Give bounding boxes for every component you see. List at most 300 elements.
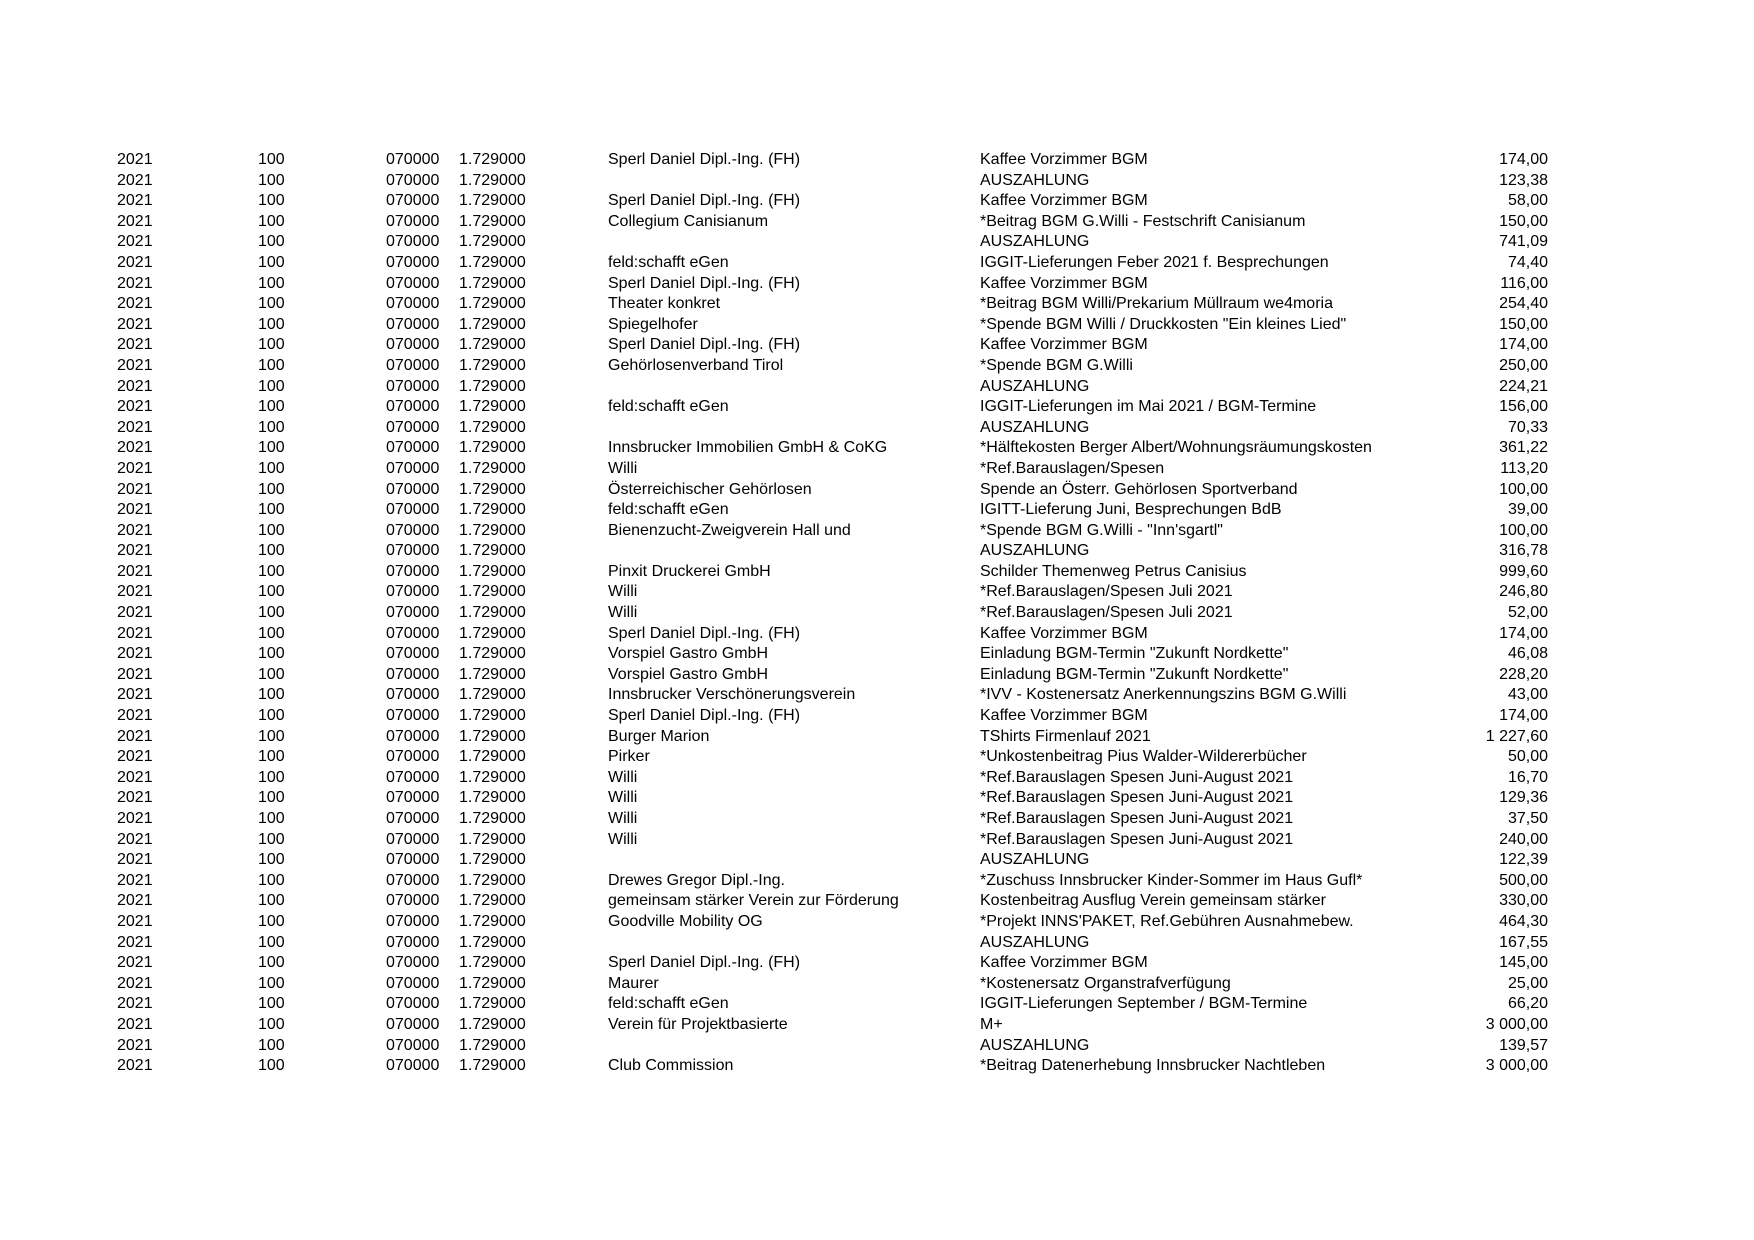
table-row — [0, 253, 1754, 274]
year-cell: 2021 — [117, 1036, 153, 1054]
subaccount-cell: 1.729000 — [459, 912, 526, 930]
subaccount-cell: 1.729000 — [459, 583, 526, 601]
account-cell: 070000 — [386, 356, 440, 374]
amount-cell: 70,33 — [1507, 418, 1548, 436]
recipient-cell: Collegium Canisianum — [608, 212, 769, 230]
subaccount-cell: 1.729000 — [459, 1057, 526, 1075]
account-cell: 070000 — [386, 974, 440, 992]
recipient-cell: Vorspiel Gastro GmbH — [608, 645, 769, 663]
account-cell: 070000 — [386, 501, 440, 519]
subaccount-cell: 1.729000 — [459, 274, 526, 292]
subaccount-cell: 1.729000 — [459, 501, 526, 519]
subaccount-cell: 1.729000 — [459, 171, 526, 189]
account-cell: 070000 — [386, 665, 440, 683]
year-cell: 2021 — [117, 501, 153, 519]
subaccount-cell: 1.729000 — [459, 727, 526, 745]
code-cell: 100 — [258, 459, 285, 477]
amount-cell: 139,57 — [1499, 1036, 1548, 1054]
table-row — [0, 830, 1754, 851]
account-cell: 070000 — [386, 336, 440, 354]
description-cell: Kaffee Vorzimmer BGM — [980, 336, 1148, 354]
description-cell: IGITT-Lieferung Juni, Besprechungen BdB — [980, 501, 1282, 519]
table-row — [0, 150, 1754, 171]
code-cell: 100 — [258, 356, 285, 374]
table-row — [0, 562, 1754, 583]
amount-cell: 246,80 — [1499, 583, 1548, 601]
amount-cell: 122,39 — [1499, 851, 1548, 869]
amount-cell: 240,00 — [1499, 830, 1548, 848]
year-cell: 2021 — [117, 418, 153, 436]
year-cell: 2021 — [117, 356, 153, 374]
subaccount-cell: 1.729000 — [459, 665, 526, 683]
year-cell: 2021 — [117, 707, 153, 725]
year-cell: 2021 — [117, 1057, 153, 1075]
amount-cell: 145,00 — [1499, 954, 1548, 972]
description-cell: Schilder Themenweg Petrus Canisius — [980, 562, 1247, 580]
recipient-cell: Theater konkret — [608, 295, 721, 313]
recipient-cell: Willi — [608, 830, 638, 848]
subaccount-cell: 1.729000 — [459, 933, 526, 951]
account-cell: 070000 — [386, 686, 440, 704]
account-cell: 070000 — [386, 768, 440, 786]
account-cell: 070000 — [386, 377, 440, 395]
table-row — [0, 747, 1754, 768]
amount-cell: 66,20 — [1507, 995, 1548, 1013]
recipient-cell: Drewes Gregor Dipl.-Ing. — [608, 871, 785, 889]
code-cell: 100 — [258, 1036, 285, 1054]
table-row — [0, 603, 1754, 624]
table-row — [0, 912, 1754, 933]
description-cell: Kaffee Vorzimmer BGM — [980, 192, 1148, 210]
amount-cell: 316,78 — [1499, 542, 1548, 560]
year-cell: 2021 — [117, 542, 153, 560]
table-row — [0, 974, 1754, 995]
code-cell: 100 — [258, 315, 285, 333]
amount-cell: 741,09 — [1499, 233, 1548, 251]
code-cell: 100 — [258, 253, 285, 271]
year-cell: 2021 — [117, 645, 153, 663]
account-cell: 070000 — [386, 521, 440, 539]
subaccount-cell: 1.729000 — [459, 295, 526, 313]
description-cell: AUSZAHLUNG — [980, 377, 1090, 395]
code-cell: 100 — [258, 604, 285, 622]
description-cell: *Projekt INNS'PAKET, Ref.Gebühren Ausnahmebew. — [980, 912, 1354, 930]
description-cell: Kaffee Vorzimmer BGM — [980, 954, 1148, 972]
recipient-cell: Pinxit Druckerei GmbH — [608, 562, 771, 580]
table-row — [0, 232, 1754, 253]
recipient-cell: Österreichischer Gehörlosen — [608, 480, 812, 498]
code-cell: 100 — [258, 995, 285, 1013]
subaccount-cell: 1.729000 — [459, 851, 526, 869]
amount-cell: 174,00 — [1499, 624, 1548, 642]
subaccount-cell: 1.729000 — [459, 356, 526, 374]
account-cell: 070000 — [386, 212, 440, 230]
code-cell: 100 — [258, 686, 285, 704]
table-row — [0, 315, 1754, 336]
table-row — [0, 768, 1754, 789]
amount-cell: 74,40 — [1507, 253, 1548, 271]
year-cell: 2021 — [117, 604, 153, 622]
account-cell: 070000 — [386, 583, 440, 601]
amount-cell: 25,00 — [1507, 974, 1548, 992]
code-cell: 100 — [258, 562, 285, 580]
table-row — [0, 871, 1754, 892]
year-cell: 2021 — [117, 624, 153, 642]
subaccount-cell: 1.729000 — [459, 480, 526, 498]
description-cell: AUSZAHLUNG — [980, 933, 1090, 951]
code-cell: 100 — [258, 233, 285, 251]
account-cell: 070000 — [386, 604, 440, 622]
code-cell: 100 — [258, 810, 285, 827]
description-cell: Kaffee Vorzimmer BGM — [980, 624, 1148, 642]
recipient-cell: Sperl Daniel Dipl.-Ing. (FH) — [608, 707, 801, 725]
recipient-cell: Spiegelhofer — [608, 315, 698, 333]
subaccount-cell: 1.729000 — [459, 192, 526, 210]
description-cell: Kostenbeitrag Ausflug Verein gemeinsam stärker — [980, 892, 1326, 910]
recipient-cell: Willi — [608, 583, 638, 601]
table-row — [0, 274, 1754, 295]
table-row — [0, 644, 1754, 665]
account-cell: 070000 — [386, 954, 440, 972]
account-cell: 070000 — [386, 912, 440, 930]
year-cell: 2021 — [117, 665, 153, 683]
table-row — [0, 624, 1754, 645]
code-cell: 100 — [258, 521, 285, 539]
recipient-cell: feld:schafft eGen — [608, 501, 729, 519]
year-cell: 2021 — [117, 171, 153, 189]
amount-cell: 113,20 — [1500, 459, 1548, 477]
description-cell: *Kostenersatz Organstrafverfügung — [980, 974, 1231, 992]
year-cell: 2021 — [117, 521, 153, 539]
table-row — [0, 665, 1754, 686]
account-cell: 070000 — [386, 624, 440, 642]
account-cell: 070000 — [386, 233, 440, 251]
recipient-cell: Club Commission — [608, 1057, 734, 1075]
subaccount-cell: 1.729000 — [459, 439, 526, 457]
description-cell: AUSZAHLUNG — [980, 418, 1090, 436]
table-row — [0, 706, 1754, 727]
subaccount-cell: 1.729000 — [459, 954, 526, 972]
description-cell: *Beitrag Datenerhebung Innsbrucker Nachtleben — [980, 1057, 1326, 1075]
year-cell: 2021 — [117, 933, 153, 951]
table-row — [0, 933, 1754, 954]
table-row — [0, 212, 1754, 233]
account-cell: 070000 — [386, 192, 440, 210]
subaccount-cell: 1.729000 — [459, 830, 526, 848]
amount-cell: 37,50 — [1507, 810, 1548, 827]
code-cell: 100 — [258, 851, 285, 869]
description-cell: *Ref.Barauslagen/Spesen Juli 2021 — [980, 583, 1233, 601]
subaccount-cell: 1.729000 — [459, 418, 526, 436]
description-cell: TShirts Firmenlauf 2021 — [980, 727, 1151, 745]
year-cell: 2021 — [117, 686, 153, 704]
year-cell: 2021 — [117, 892, 153, 910]
account-cell: 070000 — [386, 151, 440, 168]
table-row — [0, 809, 1754, 830]
year-cell: 2021 — [117, 810, 153, 827]
amount-cell: 500,00 — [1499, 871, 1548, 889]
table-row — [0, 294, 1754, 315]
table-row — [0, 685, 1754, 706]
year-cell: 2021 — [117, 192, 153, 210]
amount-cell: 224,21 — [1499, 377, 1548, 395]
account-cell: 070000 — [386, 748, 440, 766]
description-cell: IGGIT-Lieferungen September / BGM-Termine — [980, 995, 1308, 1013]
amount-cell: 1 227,60 — [1485, 727, 1548, 745]
account-cell: 070000 — [386, 851, 440, 869]
recipient-cell: Bienenzucht-Zweigverein Hall und — [608, 521, 851, 539]
amount-cell: 464,30 — [1499, 912, 1548, 930]
recipient-cell: feld:schafft eGen — [608, 995, 729, 1013]
amount-cell: 254,40 — [1499, 295, 1548, 313]
year-cell: 2021 — [117, 295, 153, 313]
amount-cell: 156,00 — [1499, 398, 1548, 416]
year-cell: 2021 — [117, 748, 153, 766]
code-cell: 100 — [258, 933, 285, 951]
year-cell: 2021 — [117, 151, 153, 168]
year-cell: 2021 — [117, 974, 153, 992]
code-cell: 100 — [258, 892, 285, 910]
amount-cell: 46,08 — [1507, 645, 1548, 663]
amount-cell: 100,00 — [1499, 521, 1548, 539]
amount-cell: 3 000,00 — [1485, 1057, 1548, 1075]
year-cell: 2021 — [117, 253, 153, 271]
description-cell: AUSZAHLUNG — [980, 1036, 1090, 1054]
code-cell: 100 — [258, 192, 285, 210]
table-row — [0, 582, 1754, 603]
description-cell: Einladung BGM-Termin "Zukunft Nordkette" — [980, 665, 1289, 683]
code-cell: 100 — [258, 336, 285, 354]
recipient-cell: Willi — [608, 604, 638, 622]
year-cell: 2021 — [117, 851, 153, 869]
recipient-cell: feld:schafft eGen — [608, 398, 729, 416]
account-cell: 070000 — [386, 892, 440, 910]
amount-cell: 174,00 — [1499, 336, 1548, 354]
recipient-cell: gemeinsam stärker Verein zur Förderung — [608, 892, 899, 910]
description-cell: *Unkostenbeitrag Pius Walder-Wildererbücher — [980, 748, 1307, 766]
description-cell: Kaffee Vorzimmer BGM — [980, 151, 1148, 168]
account-cell: 070000 — [386, 1036, 440, 1054]
code-cell: 100 — [258, 871, 285, 889]
recipient-cell: Sperl Daniel Dipl.-Ing. (FH) — [608, 192, 801, 210]
account-cell: 070000 — [386, 1015, 440, 1033]
table-row — [0, 191, 1754, 212]
code-cell: 100 — [258, 1057, 285, 1075]
subaccount-cell: 1.729000 — [459, 974, 526, 992]
description-cell: AUSZAHLUNG — [980, 851, 1090, 869]
code-cell: 100 — [258, 151, 285, 168]
table-row — [0, 356, 1754, 377]
description-cell: *Ref.Barauslagen Spesen Juni-August 2021 — [980, 789, 1294, 807]
subaccount-cell: 1.729000 — [459, 871, 526, 889]
amount-cell: 3 000,00 — [1485, 1015, 1548, 1033]
recipient-cell: Sperl Daniel Dipl.-Ing. (FH) — [608, 336, 801, 354]
year-cell: 2021 — [117, 768, 153, 786]
code-cell: 100 — [258, 1015, 285, 1033]
account-cell: 070000 — [386, 562, 440, 580]
subaccount-cell: 1.729000 — [459, 542, 526, 560]
account-cell: 070000 — [386, 253, 440, 271]
table-row — [0, 891, 1754, 912]
code-cell: 100 — [258, 377, 285, 395]
year-cell: 2021 — [117, 789, 153, 807]
description-cell: *Spende BGM G.Willi — [980, 356, 1133, 374]
table-row — [0, 459, 1754, 480]
recipient-cell: Sperl Daniel Dipl.-Ing. (FH) — [608, 151, 801, 168]
amount-cell: 150,00 — [1499, 315, 1548, 333]
description-cell: *Hälftekosten Berger Albert/Wohnungsräumungskosten — [980, 439, 1372, 457]
description-cell: *Ref.Barauslagen Spesen Juni-August 2021 — [980, 810, 1294, 827]
code-cell: 100 — [258, 171, 285, 189]
year-cell: 2021 — [117, 459, 153, 477]
code-cell: 100 — [258, 707, 285, 725]
recipient-cell: Willi — [608, 768, 638, 786]
year-cell: 2021 — [117, 377, 153, 395]
year-cell: 2021 — [117, 1015, 153, 1033]
recipient-cell: Gehörlosenverband Tirol — [608, 356, 784, 374]
description-cell: Kaffee Vorzimmer BGM — [980, 707, 1148, 725]
subaccount-cell: 1.729000 — [459, 748, 526, 766]
subaccount-cell: 1.729000 — [459, 768, 526, 786]
description-cell: AUSZAHLUNG — [980, 542, 1090, 560]
subaccount-cell: 1.729000 — [459, 315, 526, 333]
subaccount-cell: 1.729000 — [459, 645, 526, 663]
table-row — [0, 480, 1754, 501]
subaccount-cell: 1.729000 — [459, 686, 526, 704]
account-cell: 070000 — [386, 995, 440, 1013]
code-cell: 100 — [258, 727, 285, 745]
description-cell: *Ref.Barauslagen Spesen Juni-August 2021 — [980, 768, 1294, 786]
table-row — [0, 397, 1754, 418]
account-cell: 070000 — [386, 439, 440, 457]
subaccount-cell: 1.729000 — [459, 151, 526, 168]
account-cell: 070000 — [386, 295, 440, 313]
code-cell: 100 — [258, 830, 285, 848]
amount-cell: 58,00 — [1507, 192, 1548, 210]
description-cell: *Ref.Barauslagen/Spesen — [980, 459, 1165, 477]
amount-cell: 123,38 — [1499, 171, 1548, 189]
code-cell: 100 — [258, 912, 285, 930]
amount-cell: 52,00 — [1507, 604, 1548, 622]
account-cell: 070000 — [386, 274, 440, 292]
description-cell: AUSZAHLUNG — [980, 233, 1090, 251]
code-cell: 100 — [258, 748, 285, 766]
subaccount-cell: 1.729000 — [459, 604, 526, 622]
account-cell: 070000 — [386, 789, 440, 807]
amount-cell: 174,00 — [1499, 151, 1548, 168]
description-cell: *Zuschuss Innsbrucker Kinder-Sommer im Haus Gufl* — [980, 871, 1363, 889]
recipient-cell: Burger Marion — [608, 727, 710, 745]
year-cell: 2021 — [117, 562, 153, 580]
subaccount-cell: 1.729000 — [459, 995, 526, 1013]
recipient-cell: Sperl Daniel Dipl.-Ing. (FH) — [608, 274, 801, 292]
year-cell: 2021 — [117, 912, 153, 930]
table-row — [0, 541, 1754, 562]
code-cell: 100 — [258, 212, 285, 230]
amount-cell: 100,00 — [1499, 480, 1548, 498]
year-cell: 2021 — [117, 995, 153, 1013]
code-cell: 100 — [258, 645, 285, 663]
amount-cell: 150,00 — [1499, 212, 1548, 230]
subaccount-cell: 1.729000 — [459, 233, 526, 251]
code-cell: 100 — [258, 768, 285, 786]
subaccount-cell: 1.729000 — [459, 521, 526, 539]
table-row — [0, 521, 1754, 542]
account-cell: 070000 — [386, 810, 440, 827]
table-row — [0, 500, 1754, 521]
description-cell: *Beitrag BGM Willi/Prekarium Müllraum we4moria — [980, 295, 1333, 313]
table-row — [0, 850, 1754, 871]
table-row — [0, 953, 1754, 974]
recipient-cell: Willi — [608, 810, 638, 827]
code-cell: 100 — [258, 974, 285, 992]
year-cell: 2021 — [117, 954, 153, 972]
subaccount-cell: 1.729000 — [459, 789, 526, 807]
account-cell: 070000 — [386, 480, 440, 498]
table-row — [0, 377, 1754, 398]
recipient-cell: Pirker — [608, 748, 650, 766]
subaccount-cell: 1.729000 — [459, 253, 526, 271]
subaccount-cell: 1.729000 — [459, 707, 526, 725]
recipient-cell: Willi — [608, 459, 638, 477]
recipient-cell: Sperl Daniel Dipl.-Ing. (FH) — [608, 624, 801, 642]
account-cell: 070000 — [386, 542, 440, 560]
account-cell: 070000 — [386, 645, 440, 663]
year-cell: 2021 — [117, 439, 153, 457]
table-row — [0, 1015, 1754, 1036]
recipient-cell: Innsbrucker Verschönerungsverein — [608, 686, 856, 704]
table-row — [0, 1036, 1754, 1057]
subaccount-cell: 1.729000 — [459, 336, 526, 354]
recipient-cell: Sperl Daniel Dipl.-Ing. (FH) — [608, 954, 801, 972]
account-cell: 070000 — [386, 830, 440, 848]
subaccount-cell: 1.729000 — [459, 398, 526, 416]
year-cell: 2021 — [117, 274, 153, 292]
description-cell: *Spende BGM Willi / Druckkosten "Ein kleines Lied" — [980, 315, 1347, 333]
description-cell: *Ref.Barauslagen Spesen Juni-August 2021 — [980, 830, 1294, 848]
amount-cell: 167,55 — [1499, 933, 1548, 951]
year-cell: 2021 — [117, 233, 153, 251]
account-cell: 070000 — [386, 1057, 440, 1075]
subaccount-cell: 1.729000 — [459, 562, 526, 580]
description-cell: *Beitrag BGM G.Willi - Festschrift Canisianum — [980, 212, 1306, 230]
account-cell: 070000 — [386, 871, 440, 889]
table-row — [0, 418, 1754, 439]
year-cell: 2021 — [117, 871, 153, 889]
account-cell: 070000 — [386, 398, 440, 416]
amount-cell: 174,00 — [1499, 707, 1548, 725]
account-cell: 070000 — [386, 933, 440, 951]
code-cell: 100 — [258, 583, 285, 601]
amount-cell: 43,00 — [1507, 686, 1548, 704]
year-cell: 2021 — [117, 398, 153, 416]
year-cell: 2021 — [117, 480, 153, 498]
code-cell: 100 — [258, 480, 285, 498]
recipient-cell: Willi — [608, 789, 638, 807]
description-cell: Spende an Österr. Gehörlosen Sportverband — [980, 480, 1298, 498]
account-cell: 070000 — [386, 707, 440, 725]
amount-cell: 361,22 — [1499, 439, 1548, 457]
description-cell: IGGIT-Lieferungen Feber 2021 f. Besprechungen — [980, 253, 1329, 271]
description-cell: IGGIT-Lieferungen im Mai 2021 / BGM-Termine — [980, 398, 1317, 416]
description-cell: Kaffee Vorzimmer BGM — [980, 274, 1148, 292]
code-cell: 100 — [258, 789, 285, 807]
code-cell: 100 — [258, 398, 285, 416]
year-cell: 2021 — [117, 727, 153, 745]
code-cell: 100 — [258, 274, 285, 292]
subaccount-cell: 1.729000 — [459, 892, 526, 910]
account-cell: 070000 — [386, 171, 440, 189]
